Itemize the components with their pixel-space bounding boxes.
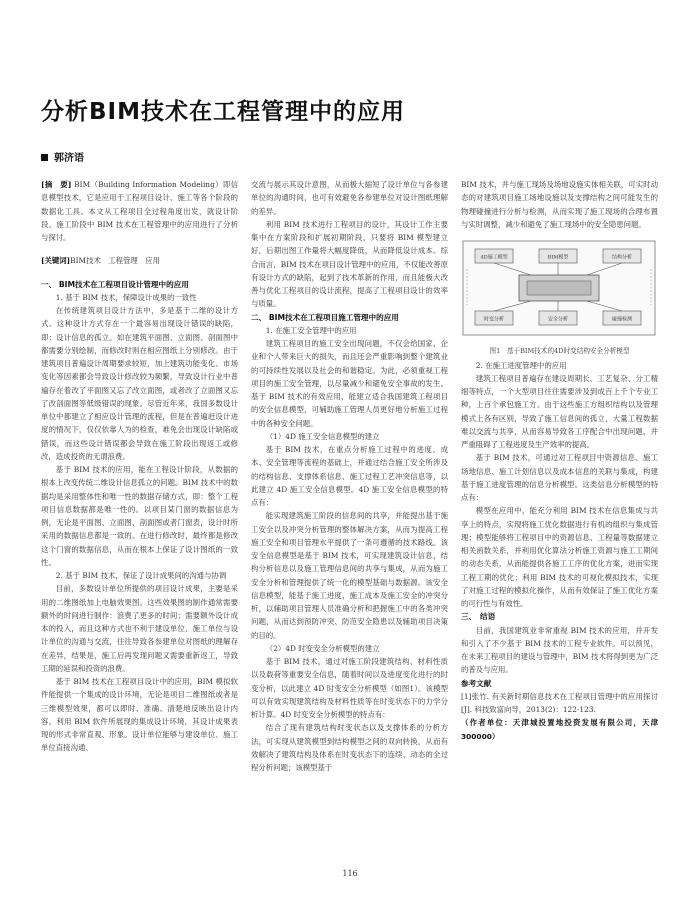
figure-diagram: [461, 239, 657, 337]
keywords: [41, 254, 238, 267]
paragraph: 基于 BIM 技术的应用，能在工程设计阶段，从数据的根本上改变传统二维设计信息孤立的问题。BIM 技术中的数据均是采用整体性和唯一性的数据存储方式，即：整个工程项目信息数据都是唯一性的。以项目某门窗的数据信息为例，无论是平面图、立面图、剖面图或者门窗表，设计时所采用的数据信息都是一致的。在进行修改时，最终都是修改这个门窗的数据信息，从而在根本上保证了设计图纸的一致性。: [41, 465, 238, 567]
section-heading: 一、 BIM技术在工程项目设计管理中的应用: [41, 279, 189, 289]
paragraph: 能实现建筑施工阶段的信息间的共享，并能提出基于施工安全以及冲突分析管理的整体解决方案，从而为提高工程施工安全和项目管理水平提供了一条可遵循的技术路线。该安全信息模型是基于 BIM 技术，可实现建筑设计信息，结构分析信息以及施工管理信息间的共享与集成，从而为施工安全分析和管理提供了统一化的模型基础与数据源。该安全信息模型，能基于施工进度，施工成本及施工安全的冲突分析，以辅助项目管理人员准确分析和把握施工中的各类冲突问题，从而达到预防冲突、防范安全隐患以及辅助项目决策的目的。: [251, 511, 448, 640]
author-name: 郭济语: [54, 153, 84, 164]
page-title: 分析BIM技术在工程管理中的应用: [41, 99, 405, 125]
keywords-text: BIM技术 工程管理 应用: [70, 256, 160, 266]
paragraph: 2. 在施工进度管理中的应用: [475, 360, 567, 370]
paragraph: 1. 基于 BIM 技术，保障设计成果的一致性: [55, 292, 197, 302]
column-2: [251, 178, 448, 774]
paragraph: 2. 基于 BIM 技术，保证了设计成果间的沟通与协调: [55, 571, 227, 580]
paragraph: （1）4D 施工安全信息模型的建立: [265, 431, 380, 441]
paragraph: （2）4D 时变安全分析模型的建立: [265, 643, 380, 653]
spacer: [41, 268, 238, 278]
author: [41, 149, 84, 164]
paragraph: 基于 BIM 技术，在重点分析施工过程中的进度、成本、安全管理等流程的基础上，并通过结合施工安全所涉及的结构信息、支撑体系信息、施工过程工艺冲突信息等，以此建立 4D 施工安全信息模型。4D 施工安全信息模型的特点有：: [251, 445, 448, 507]
abstract-text: BIM（Building Information Modeling）即信息模型技术，它是应用于工程项目设计、施工等各个阶段的数据化工具。本文从工程项目全过程角度出发，就设计阶段、施工阶段中 BIM 技术在工程管理中的应用进行了分析与探讨。: [41, 180, 238, 242]
figure-label-2: BIM模型: [547, 254, 569, 261]
page-number: 116: [342, 869, 358, 878]
paragraph: 基于 BIM 技术，可通过对工程项目中资源信息、施工场地信息、施工计划信息以及成本信息的关联与集成，构建基于施工进度管理的信息分析模型。这类信息分析模型的特点有：: [461, 453, 658, 502]
paragraph: 结合了现有建筑结构时变状态以及支撑体系的分析方法，可实现从建筑模型到结构模型之间的双向转换，从而有效解决了建筑结构及体系在时变状态下的连续、动态的全过程分析问题；该模型基于: [251, 723, 448, 772]
figure-center-inner: [527, 281, 591, 295]
author-affiliation: （作者单位：天津城投置地投资发展有限公司，天津 300000）: [461, 718, 658, 741]
paragraph: 建筑工程项目的施工安全出现问题，不仅会给国家、企业和个人带来巨大的损失，而且还会严重影响到整个建筑业的可持续性发展以及社会的和谐稳定。为此，必须重视工程项目的施工安全管理，以尽量减少和避免安全事故的发生。基于 BIM 技术的有效应用，能建立适合我国建筑工程项目的安全信息模型，可辅助施工管理人员更好地分析施工过程中的各种安全问题。: [251, 339, 448, 428]
paragraph: 模型在应用中，能充分利用 BIM 技术在信息集成与共享上的特点，实现将施工优化数据进行有机的组织与集成管理；模型能够将工程项目中的资源信息、工程量等数据建立相关函数关系，并利用优化算法分析施工资源与施工工期间的动态关系，从而能提供各施工工序的优化方案，进而实现工程工期的优化；利用 BIM 技术的可视化模拟技术，实现了对施工过程的模拟化操作，从而有效保证了施工优化方案的可行性与有效性。: [461, 506, 658, 608]
paragraph: 1. 在施工安全管理中的应用: [265, 325, 357, 335]
abstract: [41, 178, 238, 244]
figure-label-1: 4D施工模型: [480, 254, 508, 261]
column-3-bottom: [461, 359, 658, 717]
section-heading: 三、 结语: [461, 612, 496, 622]
paragraph: 目前，我国建筑业非常重视 BIM 技术的应用，并开发和引入了不少基于 BIM 技术的工程专业软件。可以预见，在未来工程项目的建设与管理中，BIM 技术将得到更为广泛的普及与应用。: [461, 625, 658, 675]
figure-label-3: 结构分析: [611, 254, 633, 261]
paragraph: 基于 BIM 技术在工程项目设计中的应用，BIM 模拟软件能提供一个集成的设计环境，无论是项目二维图纸或者是三维模型效果，都可以即时、准确、清楚地反映出设计内容。利用 BIM 软件所展现的集成设计环境，其设计成果表现的形式非常直观、形象。设计单位能够与建设单位、施工单位直接沟通、: [41, 677, 238, 753]
column-1: [41, 178, 238, 755]
paragraph: [1]张竹. 有关新时期信息技术在工程项目管理中的应用探讨[J]. 科技致富向导，2013(2)：122-123.: [461, 691, 658, 714]
paragraph: 在传统建筑项目设计方法中，多是基于二维的设计方式。这种设计方式存在一个最容易出现设计错误的缺陷，即：设计信息的孤立。如在建筑平面图、立面图、剖面图中都需要分别绘制，而修改时则在相应图纸上分别修改。由于建筑项目普遍设计周期要求较短，加上建筑功能变化、市场变化等因素都会导致设计修改较为频繁，导致设计行业中普遍存在着改了平面图又忘了改立面图，或者改了立面图又忘了改剖面图等低级错误的现象。尽管近年来，我国多数设计单位中都建立了相应设计管理的流程，但是在普遍赶设计进度的情况下，仅仅依靠人为的检查，难免会出现设计缺陷或错误，而这些设计错误都会导致在施工阶段出现返工或修改，造成投资的无谓浪费。: [41, 306, 238, 461]
paragraph: 交流与展示其设计意图，从而极大缩短了设计单位与各参建单位的沟通时间，也可有效避免各参建单位对设计图纸理解的差异。: [251, 180, 448, 216]
figure-label-6: 碰撞检测: [611, 316, 633, 323]
figure-label-5: 安全分析: [547, 316, 569, 323]
section-heading: 参考文献: [461, 678, 492, 688]
figure-label-4: 时变分析: [483, 316, 505, 323]
column-3: [461, 178, 658, 743]
column-1-body: [41, 278, 238, 755]
square-bullet-icon: [41, 154, 48, 161]
paragraph: 基于 BIM 技术，通过对施工阶段建筑结构、材料性质以及载荷等重要安全信息，随着时间以及进度变化进行的时变分析，以此建立 4D 时变安全分析模型（如图1）。该模型可以有效实现建筑结构及材料性质等在时变状态下的力学分析计算。4D 时变安全分析模型的特点有：: [251, 657, 448, 719]
paragraph: 建筑工程项目普遍存在建设周期长、工艺复杂、分工精细等特点，一个大型项目往往需要涉及到成百上千个专业工种，上百个承包施工方。由于这些施工方组织结构以及管理模式上各有区别，导致了施工信息间的孤立，大量工程数据难以交流与共享，从而容易导致各工序配合中出现问题，并严重阻碍了工程进度及生产效率的提高。: [461, 373, 658, 449]
keywords-label: [关键词]: [41, 256, 71, 266]
section-heading: 二、 BIM技术在工程项目施工管理中的应用: [251, 312, 399, 322]
column-3-top: [461, 178, 658, 231]
paragraph: 利用 BIM 技术进行工程项目的设计，其设计工作主要集中在方案阶段和扩展初期阶段，只要将 BIM 模型建立好，后期出图工作量将大幅度降低，从而降低设计成本。综合而言，BIM 技术在项目设计管理中的应用，不仅能改善原有设计方式的缺陷，起到了技术革新的作用，而且能极大改善与优化工程项目的设计流程，提高了工程项目设计的效率与质量。: [251, 219, 448, 309]
paragraph: BIM 技术，并与施工现场及场地设施实体相关联，可实时动态的对建筑项目施工场地设施以及支撑结构之间可能发生的物理碰撞进行分析与检测，从而实现了施工现场的合理布置与实时调整，减少和避免了施工现场中的安全隐患问题。: [461, 180, 658, 229]
abstract-label: [摘 要]: [41, 180, 72, 189]
figure-caption: 图1 基于BIM技术的4D时变结构安全分析模型: [489, 347, 630, 356]
spacer: [41, 244, 238, 254]
paragraph: 目前，多数设计单位所提供的项目设计成果，主要是采用的二维图纸加上电脑效果图。这些效果图的制作通常需要额外的时间进行制作：浪费了更多的时间；需要额外设计成本的投入，而且这种方式也不利于建设单位、施工单位与设计单位的沟通与交流，往往导致各参建单位对图纸的理解存在差异，结果是，施工后再发现问题又需要重新返工，导致工期的延误和投资的浪费。: [41, 584, 238, 673]
